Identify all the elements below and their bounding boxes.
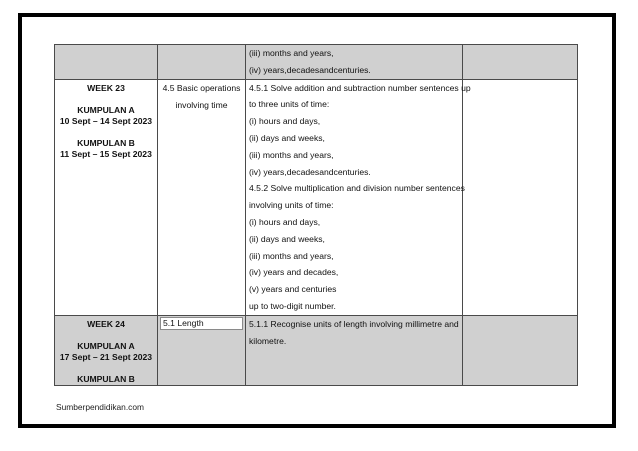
standard-title-cont: involving time [175,99,228,110]
objective-line: kilometre. [249,335,287,346]
objective-line: (i) hours and days, [249,216,321,227]
table-row-continuation [55,45,578,80]
notes-cell [463,45,578,80]
notes-cell [463,315,578,385]
objective-line: (iii) months and years, [249,149,334,160]
standard-cell [158,315,246,385]
standard-cell [158,79,246,315]
group-a-dates: 10 Sept – 14 Sept 2023 [59,115,153,126]
week-cell [55,315,158,385]
table-row-week-23 [55,79,578,315]
objective-line: (v) years and centuries [249,284,337,295]
learning-objectives-cell [246,79,471,315]
objective-line: (i) hours and days, [249,116,321,127]
group-a-dates: 17 Sept – 21 Sept 2023 [59,351,153,362]
objective-line: 4.5.2 Solve multiplication and division number sentences [249,183,465,194]
objective-line: 4.5.1 Solve addition and subtraction number sentences up [249,82,471,93]
table-row-week-24 [55,315,578,385]
objective-line: (ii) days and weeks, [249,132,325,143]
objective-line: up to two-digit number. [249,300,336,311]
notes-cell [463,79,578,315]
group-b-dates: 11 Sept – 15 Sept 2023 [60,148,152,159]
objective-line: 5.1.1 Recognise units of length involving millimetre and [249,318,459,329]
objective-line: (iv) years,decadesandcenturies. [249,166,371,177]
learning-objectives-cell [246,45,463,80]
group-a-label: KUMPULAN A [77,104,135,115]
standard-title: 4.5 Basic operations [162,82,241,93]
week-label: WEEK 24 [87,318,125,329]
learning-objectives-cell [246,315,463,385]
standard-cell [158,45,246,80]
objective-line: (iv) years,decadesandcenturies. [249,64,371,75]
objective-line: (iii) months and years, [249,250,334,261]
week-label: WEEK 23 [87,82,125,93]
footer-source: Sumberpendidikan.com [56,402,144,412]
objective-line: to three units of time: [249,99,330,110]
week-cell [55,79,158,315]
standard-title: 5.1 Length [160,317,243,330]
lesson-plan-table [54,44,578,386]
objective-line: (iv) years and decades, [249,267,339,278]
group-b-label: KUMPULAN B [77,373,135,384]
objective-line: (iii) months and years, [249,48,334,58]
objective-line: (ii) days and weeks, [249,233,325,244]
group-b-label: KUMPULAN B [77,137,135,148]
group-a-label: KUMPULAN A [77,340,135,351]
objective-line: involving units of time: [249,200,334,211]
week-cell [55,45,158,80]
